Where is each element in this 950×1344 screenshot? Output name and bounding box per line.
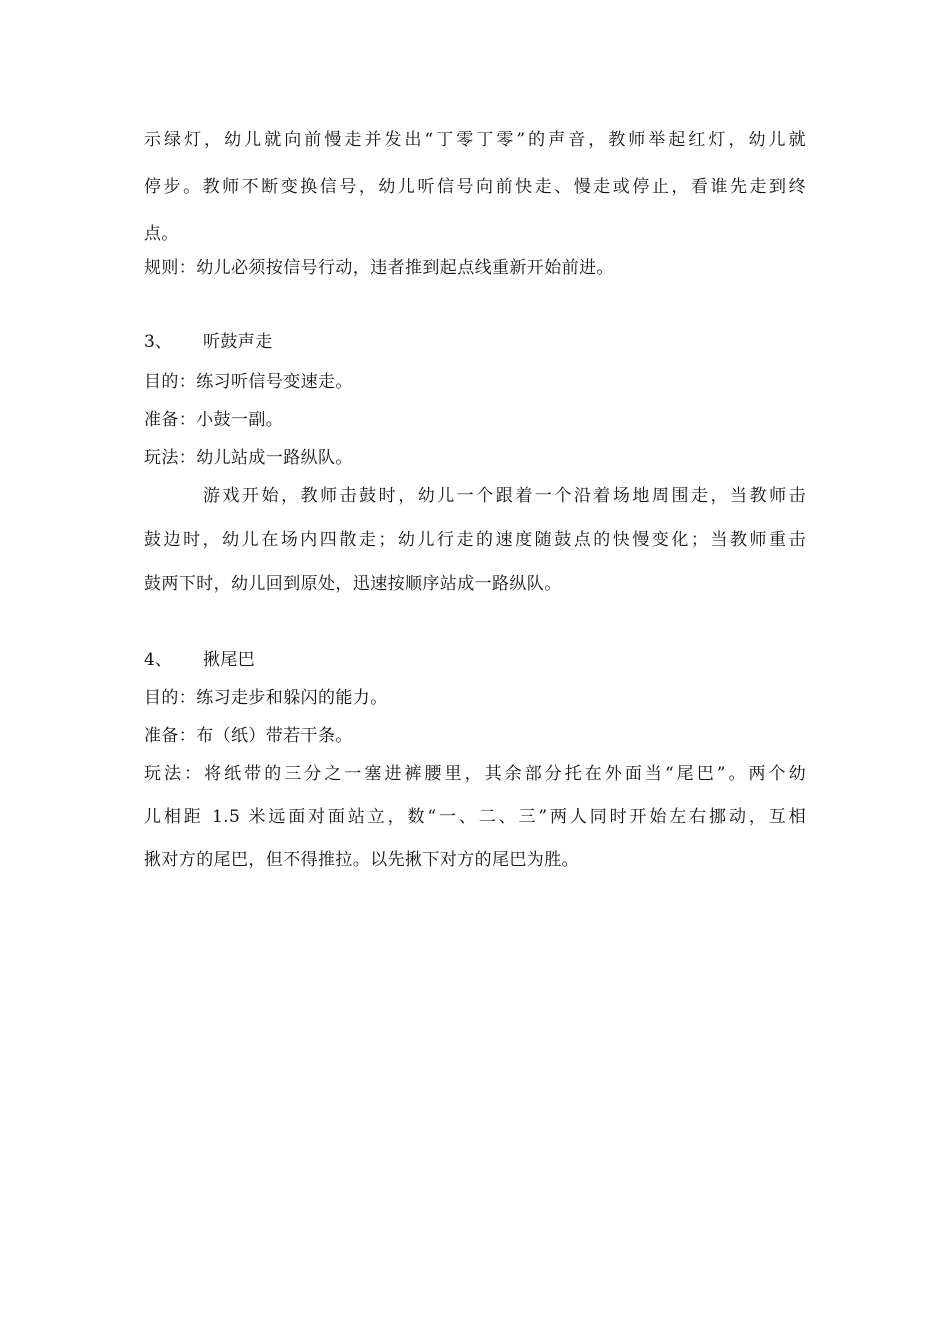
section-3-desc-line: 游戏开始，教师击鼓时，幼儿一个跟着一个沿着场地周围走，当教师击 bbox=[203, 486, 806, 506]
section-3-play: 玩法：幼儿站成一路纵队。 bbox=[144, 448, 353, 468]
section-4-prep: 准备：布（纸）带若干条。 bbox=[144, 726, 353, 746]
section-3-purpose: 目的：练习听信号变速走。 bbox=[144, 372, 353, 392]
paragraph-line: 点。 bbox=[144, 224, 179, 244]
paragraph-line: 示绿灯，幼儿就向前慢走并发出“丁零丁零”的声音，教师举起红灯，幼儿就 bbox=[144, 130, 806, 150]
paragraph-line: 停步。教师不断变换信号，幼儿听信号向前快走、慢走或停止，看谁先走到终 bbox=[144, 177, 806, 197]
section-3-prep: 准备：小鼓一副。 bbox=[144, 410, 284, 430]
section-4-title: 揪尾巴 bbox=[203, 650, 256, 670]
section-3-title: 听鼓声走 bbox=[203, 332, 273, 352]
section-4-purpose: 目的：练习走步和躲闪的能力。 bbox=[144, 688, 388, 708]
section-3-desc-line: 鼓边时，幼儿在场内四散走；幼儿行走的速度随鼓点的快慢变化；当教师重击 bbox=[144, 530, 806, 550]
section-4-play-line: 儿相距 1.5 米远面对面站立，数“一、二、三”两人同时开始左右挪动，互相 bbox=[144, 807, 806, 827]
rule-line: 规则：幼儿必须按信号行动，违者推到起点线重新开始前进。 bbox=[144, 258, 614, 278]
section-4-play-line: 揪对方的尾巴，但不得推拉。以先揪下对方的尾巴为胜。 bbox=[144, 850, 579, 870]
section-4-number: 4、 bbox=[144, 650, 172, 670]
section-4-play-line: 玩法：将纸带的三分之一塞进裤腰里，其余部分托在外面当“尾巴”。两个幼 bbox=[144, 764, 806, 784]
section-3-desc-line: 鼓两下时，幼儿回到原处，迅速按顺序站成一路纵队。 bbox=[144, 574, 562, 594]
section-3-number: 3、 bbox=[144, 332, 172, 352]
